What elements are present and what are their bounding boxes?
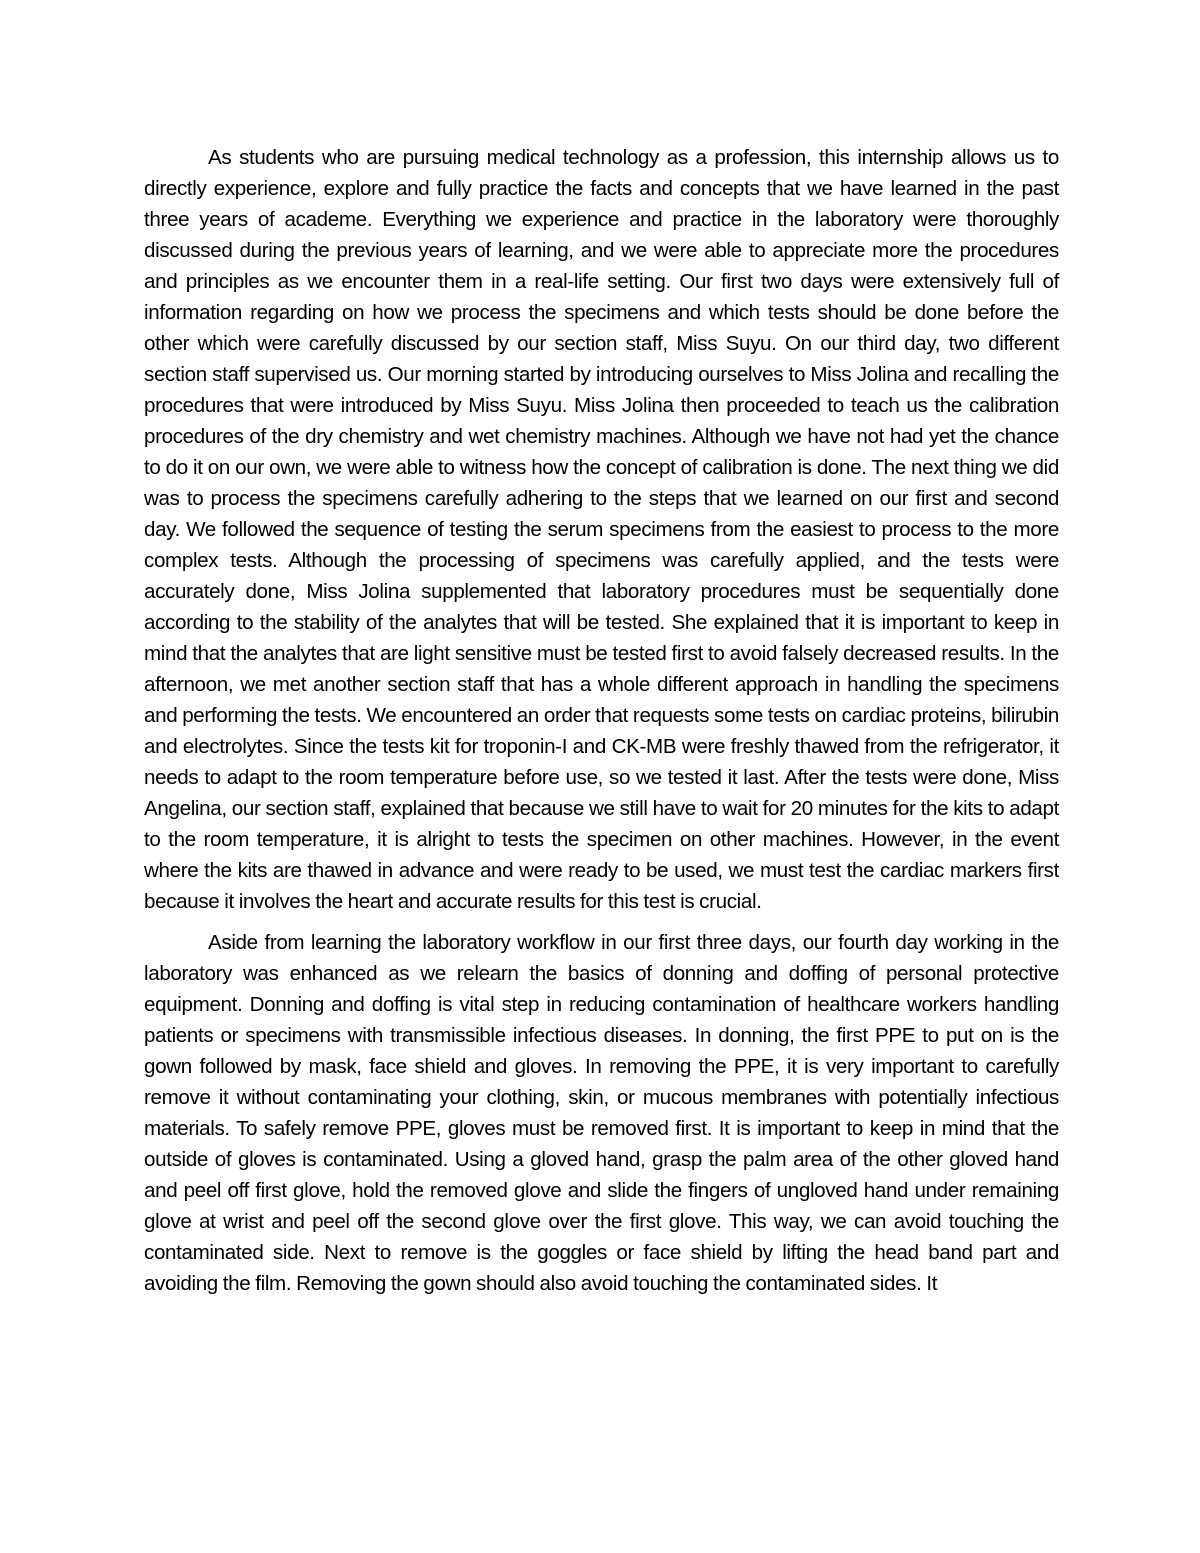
paragraph-ppe-donning-doffing: Aside from learning the laboratory workflow in our first three days, our fourth day working in the laboratory was enhanced as we relearn the basics of donning and doffing of personal protective equipment. Donning and doffing is vital step in reducing contamination of healthcare workers handling patients or specimens with transmissible infectious diseases. In donning, the first PPE to put on is the gown followed by mask, face shield and gloves. In removing the PPE, it is very important to carefully remove it without contaminating your clothing, skin, or mucous membranes with potentially infectious materials. To safely remove PPE, gloves must be removed first. It is important to keep in mind that the outside of gloves is contaminated. Using a gloved hand, grasp the palm area of the other gloved hand and peel off first glove, hold the removed glove and slide the fingers of ungloved hand under remaining glove at wrist and peel off the second glove over the first glove. This way, we can avoid touching the contaminated side. Next to remove is the goggles or face shield by lifting the head band part and avoiding the film. Removing the gown should also avoid touching the contaminated sides. It bbox=[144, 931, 1059, 1295]
paragraph-internship-experience: As students who are pursuing medical technology as a profession, this internship allows us to directly experience, explore and fully practice the facts and concepts that we have learned in the past three years of academe. Everything we experience and practice in the laboratory were thoroughly discussed during the previous years of learning, and we were able to appreciate more the procedures and principles as we encounter them in a real-life setting. Our first two days were extensively full of information regarding on how we process the specimens and which tests should be done before the other which were carefully discussed by our section staff, Miss Suyu. On our third day, two different section staff supervised us. Our morning started by introducing ourselves to Miss Jolina and recalling the procedures that were introduced by Miss Suyu. Miss Jolina then proceeded to teach us the calibration procedures of the dry chemistry and wet chemistry machines. Although we have not had yet the chance to do it on our own, we were able to witness how the concept of calibration is done. The next thing we did was to process the specimens carefully adhering to the steps that we learned on our first and second day. We followed the sequence of testing the serum specimens from the easiest to process to the more complex tests. Although the processing of specimens was carefully applied, and the tests were accurately done, Miss Jolina supplemented that laboratory procedures must be sequentially done according to the stability of the analytes that will be tested. She explained that it is important to keep in mind that the analytes that are light sensitive must be tested first to avoid falsely decreased results. In the afternoon, we met another section staff that has a whole different approach in handling the specimens and performing the tests. We encountered an order that requests some tests on cardiac proteins, bilirubin and electrolytes. Since the tests kit for troponin-I and CK-MB were freshly thawed from the refrigerator, it needs to adapt to the room temperature before use, so we tested it last. After the tests were done, Miss Angelina, our section staff, explained that because we still have to wait for 20 minutes for the kits to adapt to the room temperature, it is alright to tests the specimen on other machines. However, in the event where the kits are thawed in advance and were ready to be used, we must test the cardiac markers first because it involves the heart and accurate results for this test is crucial. bbox=[144, 146, 1059, 913]
document-page bbox=[144, 142, 1059, 1299]
